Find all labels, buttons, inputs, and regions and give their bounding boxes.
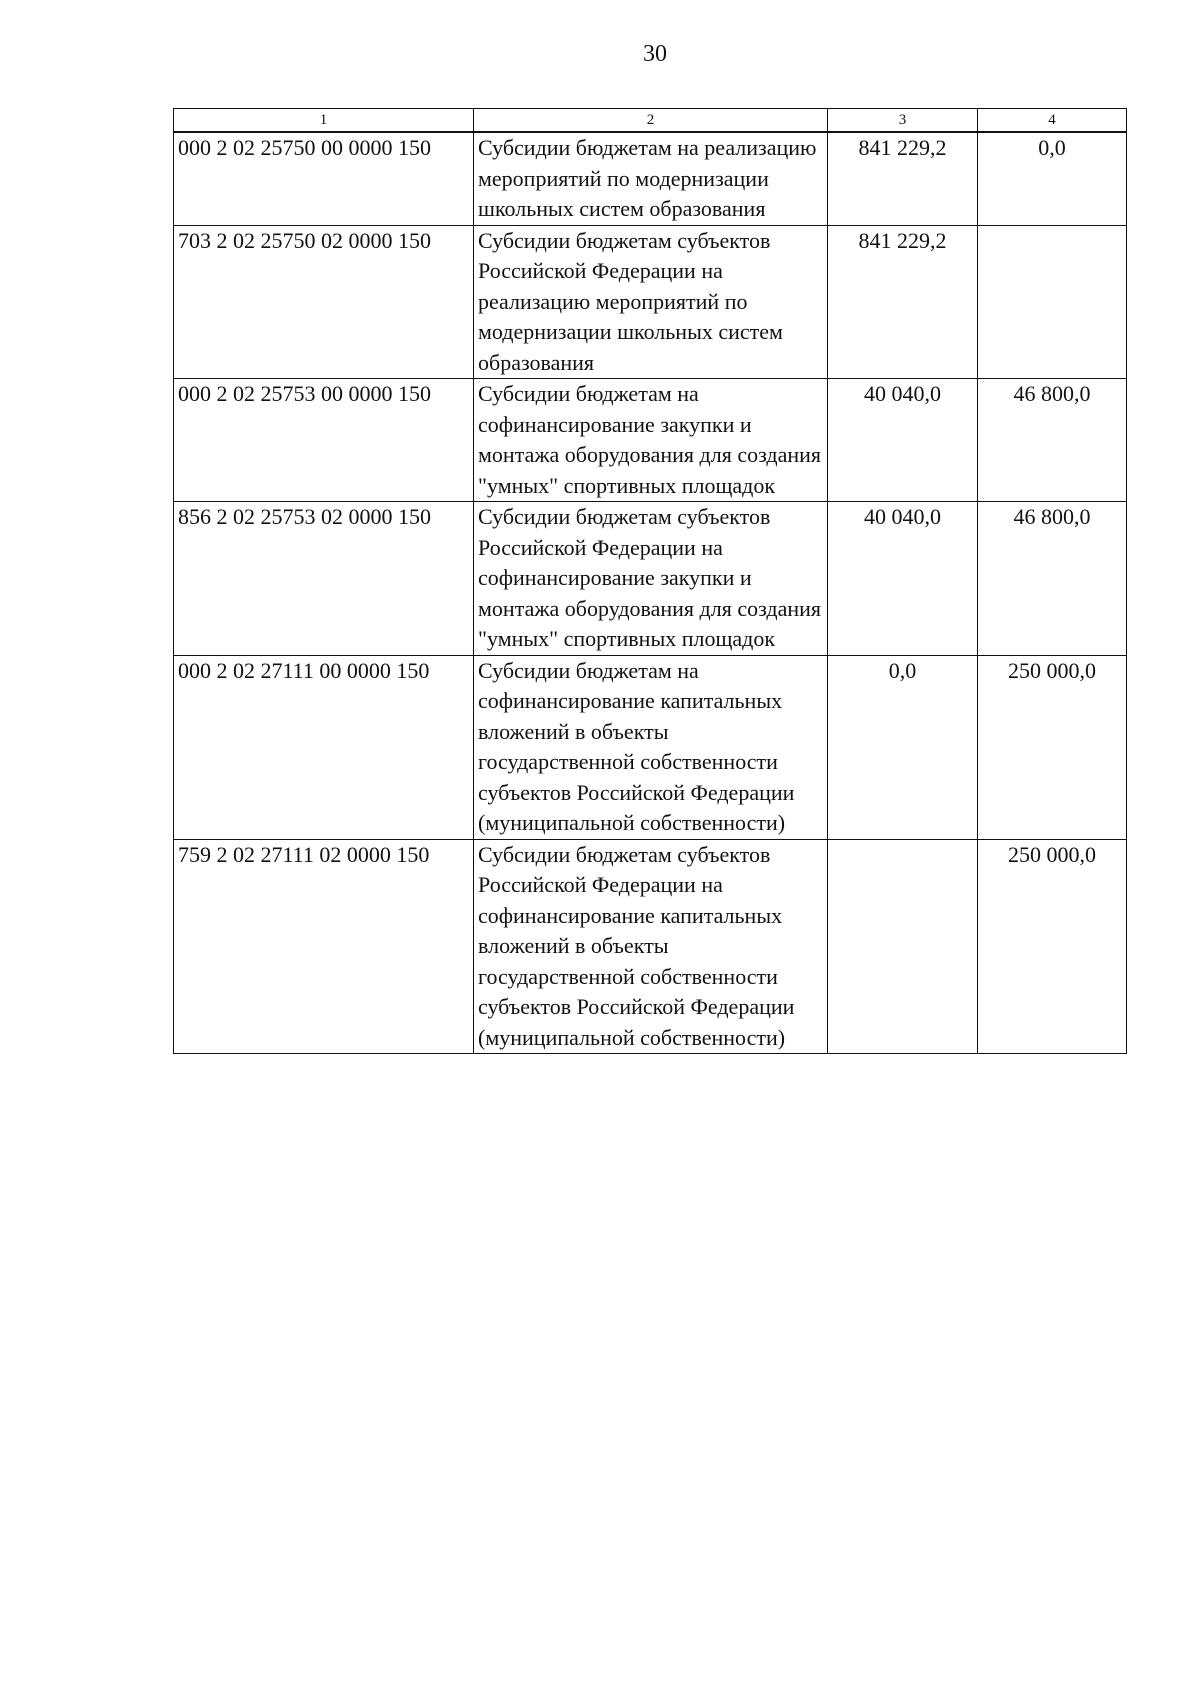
amount-col3-cell: 40 040,0 bbox=[828, 379, 978, 502]
table-row bbox=[174, 502, 1127, 656]
income-name-cell: Субсидии бюджетам субъектов Российской Федерации на софинансирование закупки и монтажа оборудования для создания "умных" спортивных площадок bbox=[474, 502, 828, 656]
budget-table bbox=[173, 108, 1127, 1054]
amount-col3-cell: 841 229,2 bbox=[828, 132, 978, 225]
income-name-cell: Субсидии бюджетам субъектов Российской Федерации на реализацию мероприятий по модернизации школьных систем образования bbox=[474, 225, 828, 379]
budget-code-cell: 000 2 02 25753 00 0000 150 bbox=[174, 379, 474, 502]
column-header-1: 1 bbox=[174, 109, 474, 133]
table-row bbox=[174, 225, 1127, 379]
page-number: 30 bbox=[643, 41, 667, 67]
amount-col4-cell: 250 000,0 bbox=[978, 655, 1127, 839]
column-header-3: 3 bbox=[828, 109, 978, 133]
income-name-cell: Субсидии бюджетам на реализацию мероприятий по модернизации школьных систем образования bbox=[474, 132, 828, 225]
table-row bbox=[174, 655, 1127, 839]
table-header-row bbox=[174, 109, 1127, 133]
amount-col4-cell: 250 000,0 bbox=[978, 839, 1127, 1054]
amount-col4-cell: 46 800,0 bbox=[978, 502, 1127, 656]
table-row bbox=[174, 132, 1127, 225]
column-header-2: 2 bbox=[474, 109, 828, 133]
amount-col3-cell bbox=[828, 839, 978, 1054]
budget-code-cell: 000 2 02 25750 00 0000 150 bbox=[174, 132, 474, 225]
amount-col3-cell: 40 040,0 bbox=[828, 502, 978, 656]
income-name-cell: Субсидии бюджетам на софинансирование закупки и монтажа оборудования для создания "умных" спортивных площадок bbox=[474, 379, 828, 502]
amount-col3-cell: 0,0 bbox=[828, 655, 978, 839]
amount-col4-cell: 46 800,0 bbox=[978, 379, 1127, 502]
budget-code-cell: 000 2 02 27111 00 0000 150 bbox=[174, 655, 474, 839]
budget-code-cell: 759 2 02 27111 02 0000 150 bbox=[174, 839, 474, 1054]
table-row bbox=[174, 379, 1127, 502]
income-name-cell: Субсидии бюджетам на софинансирование капитальных вложений в объекты государственной собственности субъектов Российской Федерации (муниципальной собственности) bbox=[474, 655, 828, 839]
table-row bbox=[174, 839, 1127, 1054]
amount-col4-cell: 0,0 bbox=[978, 132, 1127, 225]
income-name-cell: Субсидии бюджетам субъектов Российской Федерации на софинансирование капитальных вложений в объекты государственной собственности субъектов Российской Федерации (муниципальной собственности) bbox=[474, 839, 828, 1054]
budget-code-cell: 856 2 02 25753 02 0000 150 bbox=[174, 502, 474, 656]
amount-col4-cell bbox=[978, 225, 1127, 379]
amount-col3-cell: 841 229,2 bbox=[828, 225, 978, 379]
column-header-4: 4 bbox=[978, 109, 1127, 133]
budget-code-cell: 703 2 02 25750 02 0000 150 bbox=[174, 225, 474, 379]
